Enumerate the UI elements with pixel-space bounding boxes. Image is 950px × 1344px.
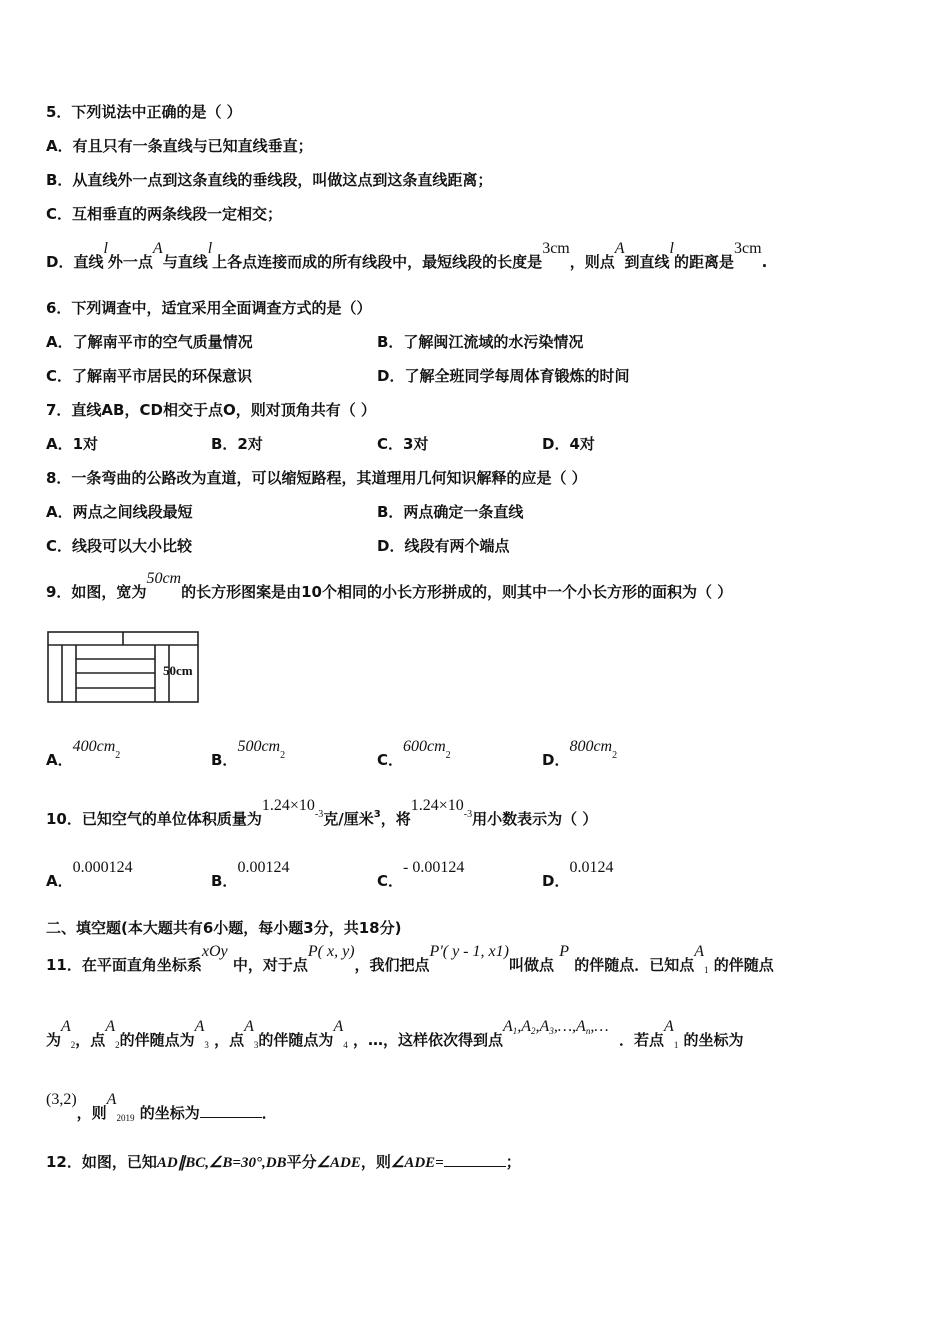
q12-stem: 12．如图，已知AD∥BC,∠B=30°,DB平分∠ADE，则∠ADE= ；: [46, 1153, 521, 1171]
q7-option-b: B．2对: [211, 435, 263, 453]
q8-stem: 8．一条弯曲的公路改为直道，可以缩短路程，其道理用几何知识解释的应是（ ）: [46, 469, 587, 487]
q5-option-a: A．有且只有一条直线与已知直线垂直；: [46, 137, 313, 155]
q10-option-d: D．0.0124: [542, 859, 614, 890]
q8-option-d: D．线段有两个端点: [377, 537, 510, 555]
q11-line-1: 11．在平面直角坐标系xOy 中，对于点P( x, y)，我们把点P'( y - 1, x1)叫做点 P 的伴随点．已知点$A_1$ 的伴随点: [46, 943, 774, 975]
q5-stem: 5．下列说法中正确的是（ ）: [46, 103, 242, 121]
q9-stem: 9．如图，宽为50cm的长方形图案是由10个相同的小长方形拼成的，则其中一个小长方形的面积为（ ）: [46, 570, 733, 601]
q7-stem: 7．直线AB，CD相交于点O，则对顶角共有（ ）: [46, 401, 376, 419]
q8-option-c: C．线段可以大小比较: [46, 537, 193, 555]
q5-option-c: C．互相垂直的两条线段一定相交；: [46, 205, 283, 223]
section-heading-fill-in: 二、填空题(本大题共有6小题，每小题3分，共18分): [46, 919, 402, 937]
q6-option-b: B．了解闽江流域的水污染情况: [377, 333, 584, 351]
q7-option-d: D．4对: [542, 435, 595, 453]
answer-blank[interactable]: [200, 1103, 262, 1118]
q8-option-a: A．两点之间线段最短: [46, 503, 193, 521]
answer-blank[interactable]: [444, 1152, 506, 1167]
q11-line-3: (3,2)，则$A_{2019}$ 的坐标为 ．: [46, 1091, 277, 1123]
q6-option-a: A．了解南平市的空气质量情况: [46, 333, 253, 351]
q7-option-c: C．3对: [377, 435, 429, 453]
q7-option-a: A．1对: [46, 435, 99, 453]
q10-option-a: A．0.000124: [46, 859, 133, 890]
q6-option-c: C．了解南平市居民的环保意识: [46, 367, 253, 385]
point-sequence: A1,A2,A3,…,An,…: [502, 1018, 609, 1036]
q5-option-d: D．直线l外一点A与直线l上各点连接而成的所有线段中，最短线段的长度是3cm，则点A到直线l的距离是3cm.: [46, 240, 768, 271]
q6-stem: 6．下列调查中，适宜采用全面调查方式的是（）: [46, 299, 372, 317]
q10-stem: 10．已知空气的单位体积质量为$1.24\times 10^{-3}$克/厘米$^3$，将$1.24\times 10^{-3}$用小数表示为（ ）: [46, 797, 598, 828]
q9-option-a: A．$400cm^2$: [46, 738, 121, 769]
q5-option-b: B．从直线外一点到这条直线的垂线段，叫做这点到这条直线距离；: [46, 171, 493, 189]
q11-line-2: 为$A_2$，点$A_2$的伴随点为$A_3$ ，点$A_3$的伴随点为$A_4$ ，…，这样依次得到点A1,A2,A3,…,An,… ．若点$A_1$ 的坐标为: [46, 1018, 744, 1050]
q9-option-d: D．$800cm^2$: [542, 738, 618, 769]
q6-option-d: D．了解全班同学每周体育锻炼的时间: [377, 367, 630, 385]
q8-option-b: B．两点确定一条直线: [377, 503, 524, 521]
q10-option-c: C．- 0.00124: [377, 859, 465, 890]
figure-dimension-label: 50cm: [163, 663, 193, 678]
q9-option-b: B．$500cm^2$: [211, 738, 286, 769]
q9-option-c: C．$600cm^2$: [377, 738, 451, 769]
q10-option-b: B．0.00124: [211, 859, 290, 890]
